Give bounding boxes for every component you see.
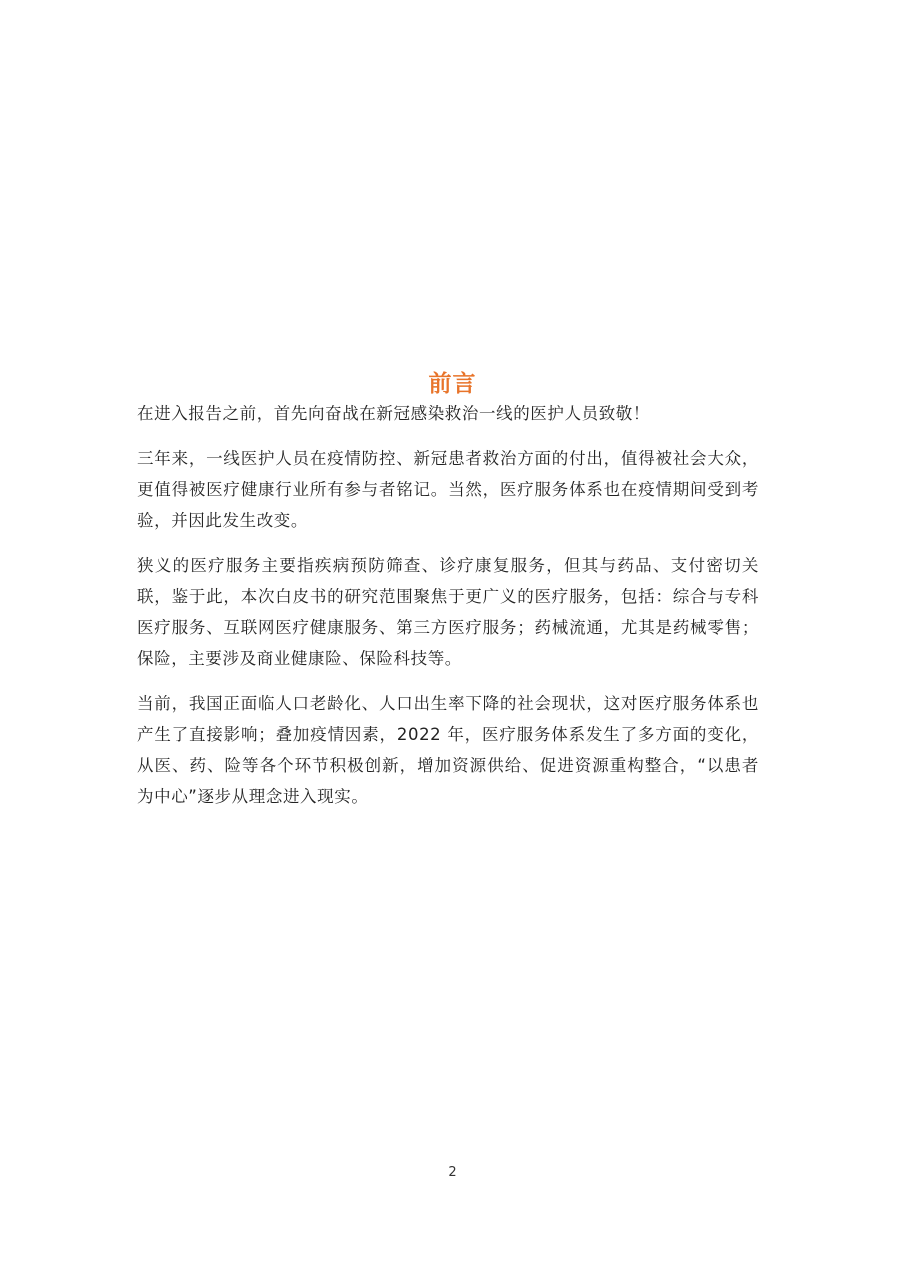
paragraph-1: 在进入报告之前，首先向奋战在新冠感染救治一线的医护人员致敬！	[137, 404, 650, 423]
preface-body	[137, 398, 759, 826]
paragraph-2: 三年来，一线医护人员在疫情防控、新冠患者救治方面的付出，值得被社会大众，更值得被医疗健康行业所有参与者铭记。当然，医疗服务体系也在疫情期间受到考验，并因此发生改变。	[137, 449, 759, 530]
page-title: 前言	[428, 371, 477, 398]
paragraph-4: 当前，我国正面临人口老龄化、人口出生率下降的社会现状，这对医疗服务体系也产生了直接影响；叠加疫情因素，2022 年，医疗服务体系发生了多方面的变化，从医、药、险等各个环节积极创新，增加资源供给、促进资源重构整合，“以患者为中心”逐步从理念进入现实。	[137, 694, 759, 806]
page-number: 2	[448, 1165, 457, 1180]
paragraph-3: 狭义的医疗服务主要指疾病预防筛查、诊疗康复服务，但其与药品、支付密切关联，鉴于此，本次白皮书的研究范围聚焦于更广义的医疗服务，包括：综合与专科医疗服务、互联网医疗健康服务、第三方医疗服务；药械流通，尤其是药械零售；保险，主要涉及商业健康险、保险科技等。	[137, 556, 759, 668]
